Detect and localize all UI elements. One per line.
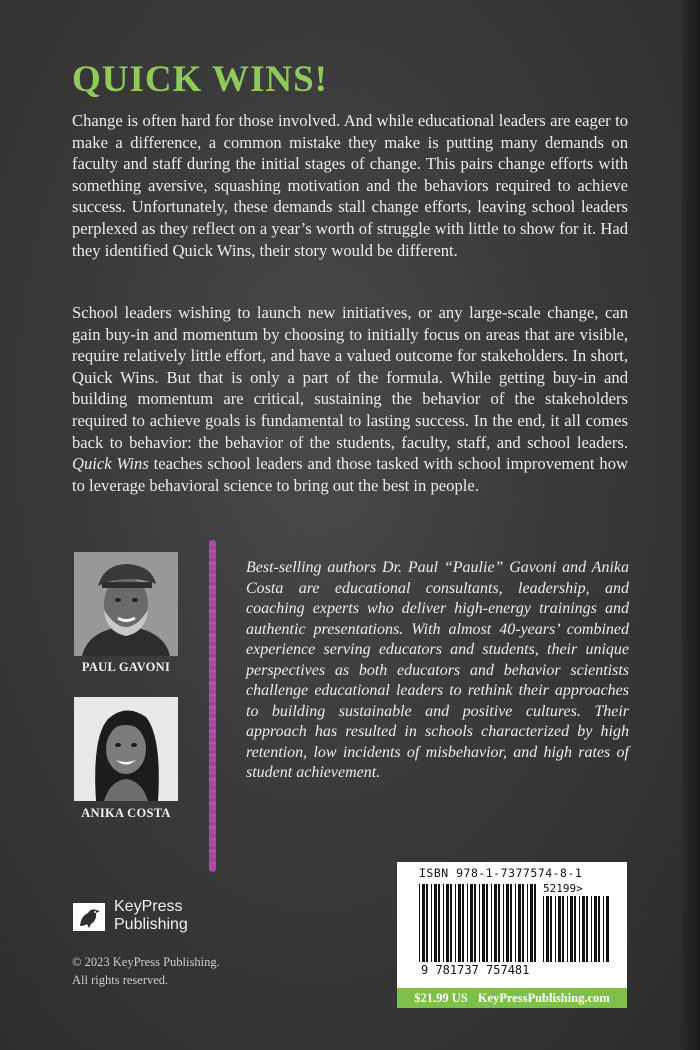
- author-photo-paul-gavoni: [74, 552, 178, 656]
- bird-keyhole-icon: [72, 902, 106, 932]
- publisher-name: [114, 898, 188, 934]
- publisher-name-line-1: KeyPress: [114, 898, 183, 915]
- blurb-paragraph-2-text: School leaders wishing to launch new initiatives, or any large-scale change, can gain buy-in and momentum by choosing to initially focus on areas that are visible, require relatively little effort, and have a valued outcome for stakeholders. In short, Quick Wins. But that is only a part of the formula. While getting buy-in and building momentum are critical, sustaining the behavior of the stakeholders required to achieve goals is fundamental to lasting success. In the end, it all comes back to behavior: the behavior of the students, faculty, staff, and school leaders.: [72, 303, 628, 452]
- headline: QUICK WINS!: [72, 59, 328, 100]
- blurb-paragraph-2: [72, 302, 628, 496]
- website-label: KeyPressPublishing.com: [477, 991, 610, 1005]
- isbn-number: ISBN 978-1-7377574-8-1: [419, 866, 583, 880]
- chalk-divider-line: [209, 540, 216, 872]
- book-spine-edge: [682, 0, 700, 1050]
- blurb-paragraph-1: Change is often hard for those involved. And while educational leaders are eager to make a difference, a common mistake they make is putting many demands on faculty and staff during the initial stages of change. This pairs change efforts with something aversive, squashing motivation and the behaviors required to achieve success. Unfortunately, these demands stall change efforts, leaving school leaders perplexed as they reflect on a year’s worth of struggle with little to show for it. Had they identified Quick Wins, their story would be different.: [72, 111, 628, 260]
- author-name-anika-costa: ANIKA COSTA: [81, 806, 171, 820]
- price-bar: [397, 988, 627, 1008]
- book-title-italic: Quick Wins: [72, 454, 149, 474]
- barcode-digits: 9 781737 757481: [421, 963, 530, 977]
- copyright-notice: [72, 953, 220, 989]
- barcode-graphic: [415, 882, 611, 986]
- author-name-paul-gavoni: PAUL GAVONI: [81, 660, 171, 674]
- author-photo-anika-costa: [74, 697, 178, 801]
- publisher-name-line-2: Publishing: [114, 916, 188, 933]
- copyright-line-1: © 2023 KeyPress Publishing.: [72, 955, 220, 969]
- blurb-paragraph-2-end: teaches school leaders and those tasked with school improvement how to leverage behavioral science to bring out the best in people.: [72, 454, 628, 495]
- barcode-addon-digits: 52199>: [543, 882, 583, 895]
- isbn-barcode-box: [397, 862, 627, 1008]
- author-bio: Best-selling authors Dr. Paul “Paulie” Gavoni and Anika Costa are educational consultants, leadership, and coaching experts who deliver high-energy trainings and authentic presentations. With almost 40-years’ combined experience serving educators and students, their unique perspectives as both educators and behavior scientists challenge educational leaders to rethink their approaches to building sustainable and positive cultures. Their approach has resulted in schools characterized by high retention, low incidents of misbehavior, and high rates of student achievement.: [246, 559, 629, 781]
- copyright-line-2: All rights reserved.: [72, 973, 169, 987]
- price-label: $21.99 US: [414, 991, 468, 1005]
